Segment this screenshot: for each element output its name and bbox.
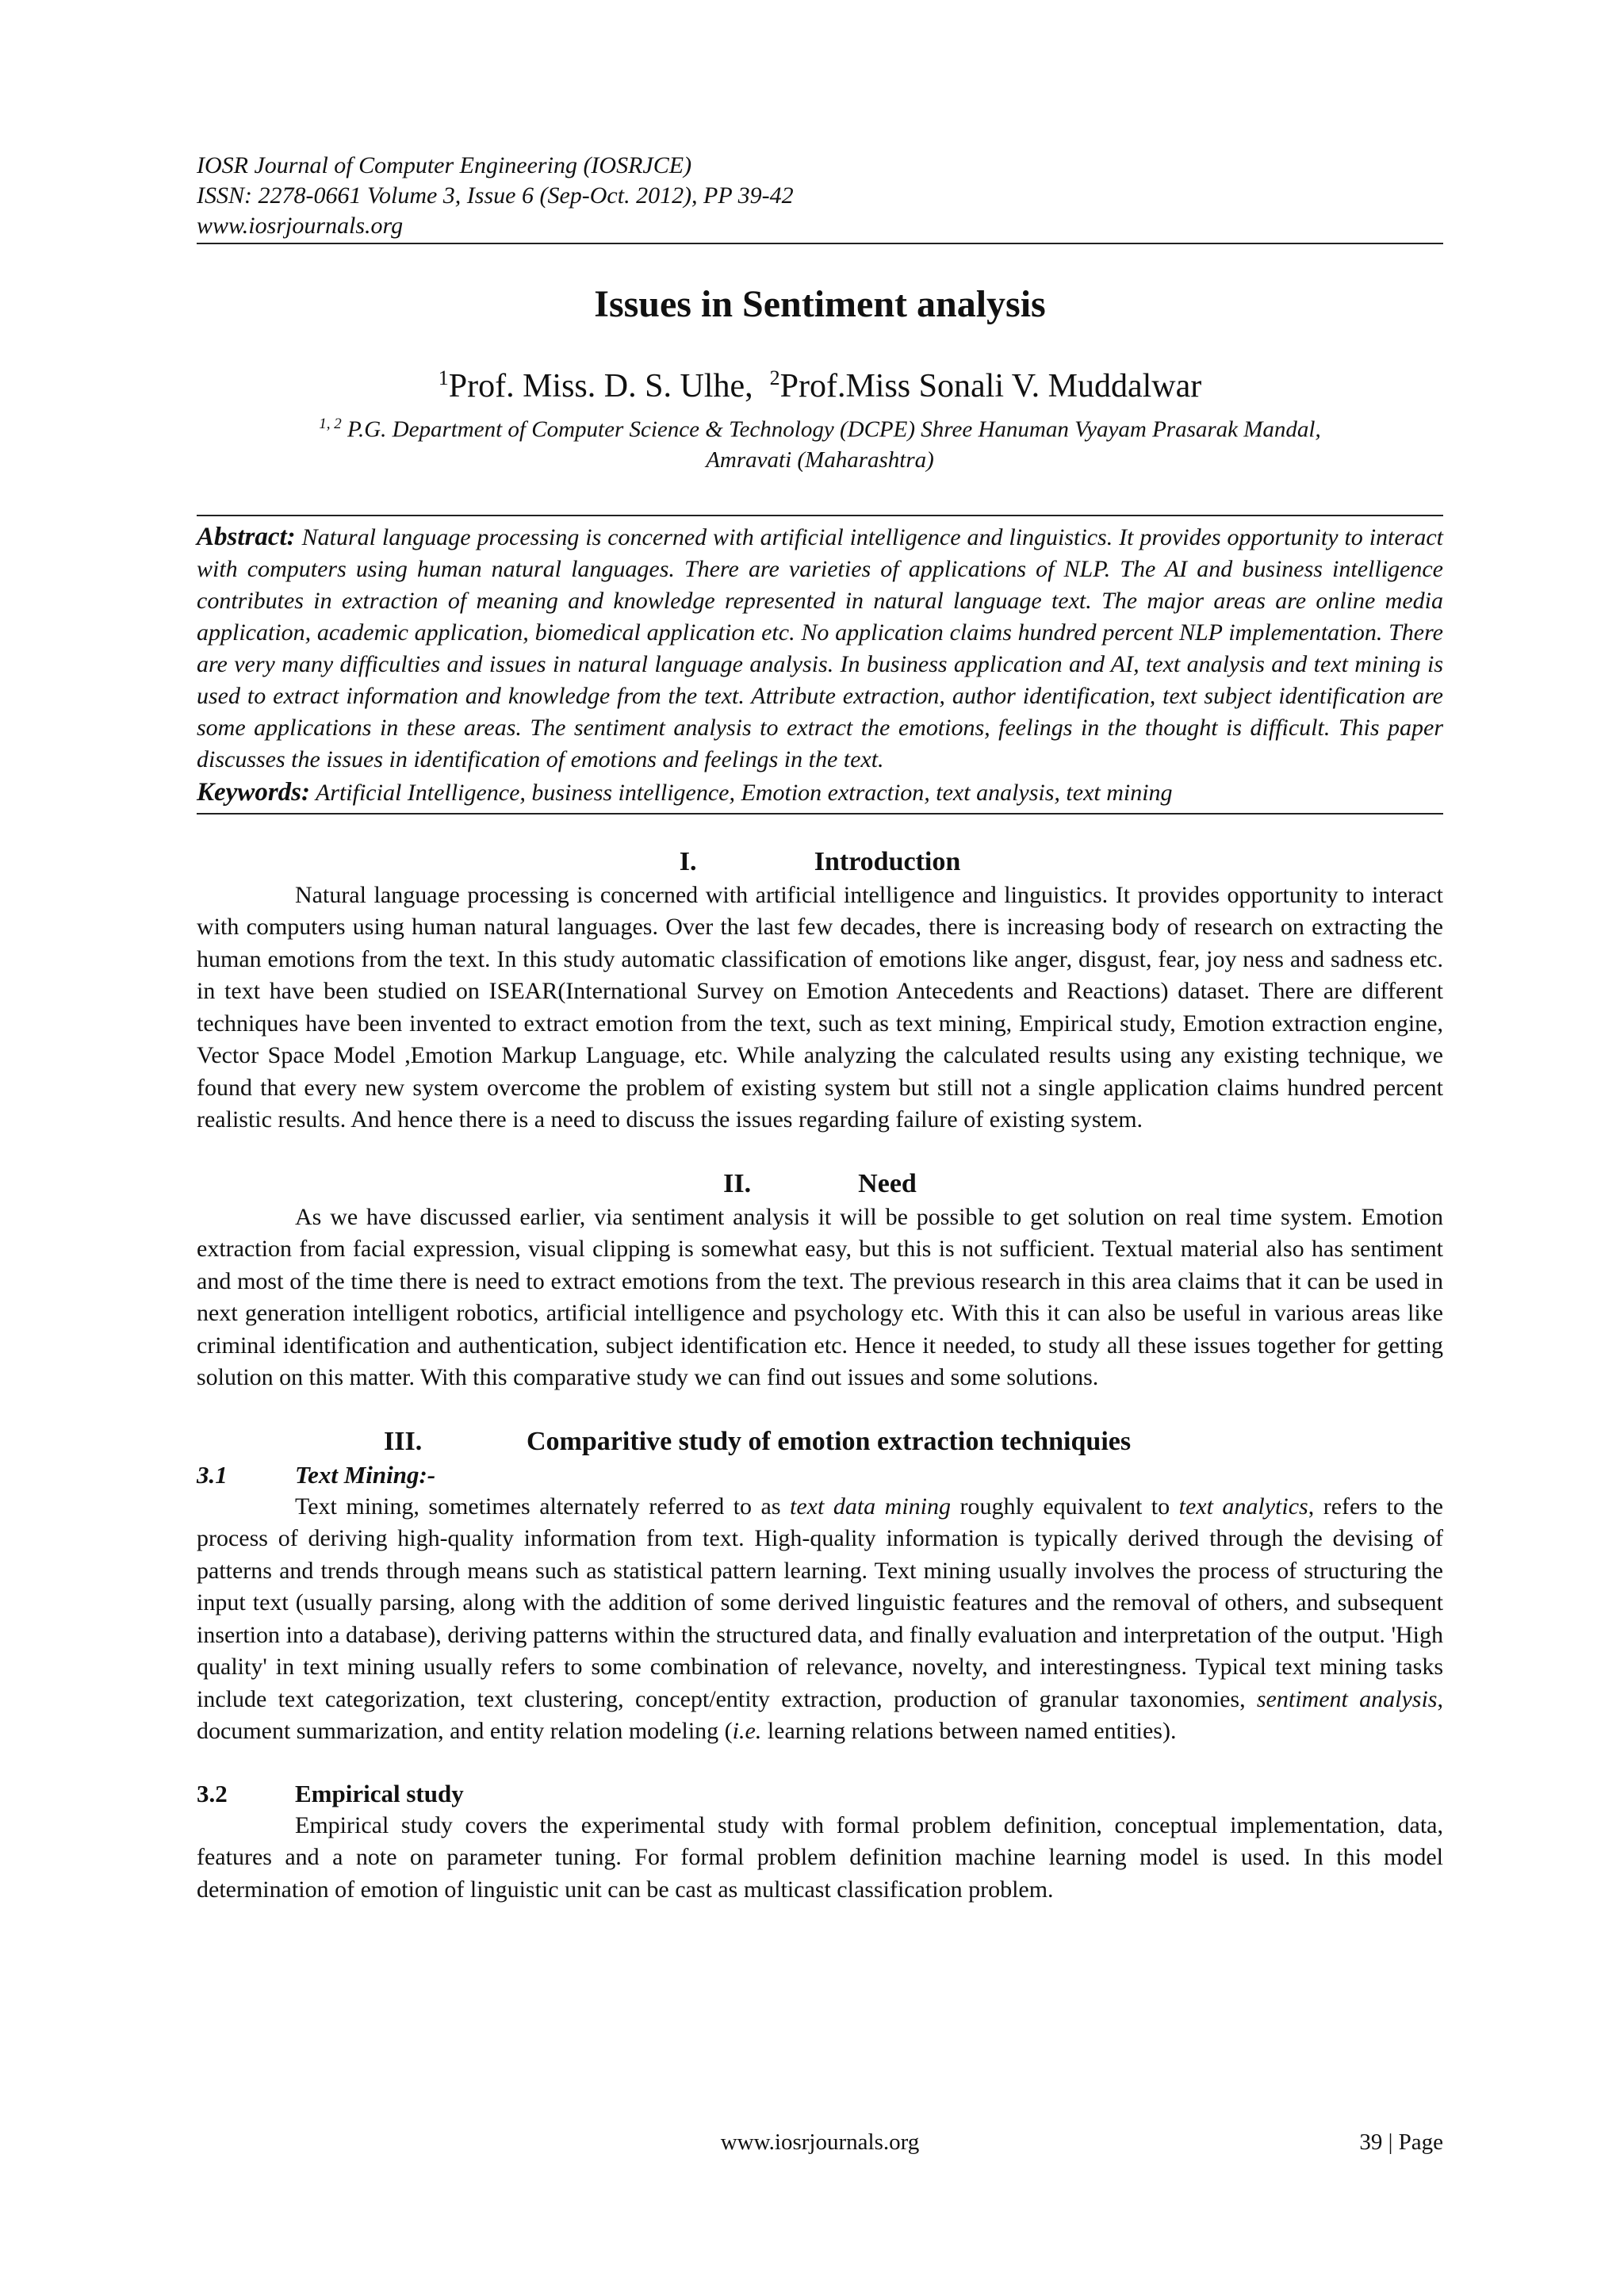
text-mining-p3: , refers to the process of deriving high-quality information from text. High-quality information is typically derived through the devising of patterns and trends through means such as statistical pattern learning. Text mining usually involves the process of structuring the input text (usually parsing, along with the addition of some derived linguistic features and the removal of others, and subsequent insertion into a database), deriving patterns within the structured data, and finally evaluation and interpretation of the output. 'High quality' in text mining usually refers to some combination of relevance, novelty, and interestingness. Typical text mining tasks include text categorization, text clustering, concept/entity extraction, production of granular taxonomies, (197, 1493, 1443, 1712)
text-mining-em4: i.e. (732, 1718, 762, 1745)
journal-header (197, 151, 1443, 244)
subsection-3-2-title: Empirical study (295, 1779, 464, 1807)
section-3-title: Comparitive study of emotion extraction techniquies (527, 1426, 1132, 1456)
keywords-label: Keywords: (197, 777, 310, 807)
journal-name: IOSR Journal of Computer Engineering (IOSRJCE) (197, 152, 692, 178)
author-line (197, 358, 1443, 406)
abstract-bottom-rule (197, 813, 1443, 815)
text-mining-em2: text analytics (1178, 1493, 1308, 1520)
section-1-heading (197, 845, 1443, 880)
section-3-number: III. (384, 1426, 423, 1456)
paper-page (197, 151, 1443, 1906)
text-mining-p1: Text mining, sometimes alternately referred to as (295, 1493, 791, 1520)
journal-website[interactable]: www.iosrjournals.org (197, 213, 404, 239)
header-rule (197, 243, 1443, 244)
section-1-title: Introduction (814, 846, 961, 876)
keywords (197, 776, 1443, 810)
affiliation-line-2: Amravati (Maharashtra) (706, 447, 934, 473)
subsection-3-2-heading (197, 1778, 1443, 1810)
text-mining-p5: learning relations between named entities). (761, 1718, 1177, 1745)
subsection-3-1-title: Text Mining:- (295, 1460, 436, 1489)
abstract-label: Abstract: (197, 522, 296, 551)
paper-title: Issues in Sentiment analysis (594, 283, 1046, 325)
footer-website[interactable]: www.iosrjournals.org (720, 2129, 920, 2155)
subsection-3-1-number: 3.1 (197, 1460, 228, 1489)
author-2: Prof.Miss Sonali V. Muddalwar (779, 368, 1202, 404)
subsection-3-1-heading (197, 1459, 1443, 1491)
keywords-text: Artificial Intelligence, business intelligence, Emotion extraction, text analysis, text mining (315, 779, 1173, 806)
subsection-3-1-text (197, 1491, 1443, 1748)
affiliation-line-1: P.G. Department of Computer Science & Technology (DCPE) Shree Hanuman Vyayam Prasarak Mandal, (347, 416, 1321, 443)
text-mining-em3: sentiment analysis (1256, 1685, 1438, 1712)
author-1-sup: 1 (438, 366, 449, 389)
text-mining-p4: , document summarization, and entity relation modeling ( (197, 1685, 1443, 1745)
abstract-text: Natural language processing is concerned with artificial intelligence and linguistics. It provides opportunity to interact with computers using human natural languages. There are varieties of applications of NLP. The AI and business intelligence contributes in extraction of meaning and knowledge represented in natural language text. The major areas are online media application, academic application, biomedical application etc. No application claims hundred percent NLP implementation. There are very many difficulties and issues in natural language analysis. In business application and AI, text analysis and text mining is used to extract information and knowledge from the text. Attribute extraction, author identification, text subject identification are some applications in these areas. The sentiment analysis to extract the emotions, feelings in the thought is difficult. This paper discusses the issues in identification of emotions and feelings in the text. (197, 523, 1444, 772)
section-3-heading (197, 1424, 1443, 1459)
author-1: Prof. Miss. D. S. Ulhe, (448, 368, 753, 404)
abstract-top-rule (197, 515, 1443, 516)
journal-issn: ISSN: 2278-0661 Volume 3, Issue 6 (Sep-Oct. 2012), PP 39-42 (197, 182, 794, 209)
subsection-3-2-number: 3.2 (197, 1779, 228, 1807)
abstract (197, 521, 1443, 776)
section-2-title: Need (858, 1168, 917, 1198)
footer-page-number: 39 | Page (1359, 2129, 1443, 2155)
section-1-number: I. (679, 846, 697, 876)
subsection-3-2-text: Empirical study covers the experimental study with formal problem definition, conceptual implementation, data, features and a note on parameter tuning. For formal problem definition machine learning model is used. In this model determination of emotion of linguistic unit can be cast as multicast classification problem. (197, 1811, 1443, 1903)
section-2-heading (197, 1167, 1443, 1202)
affiliation-sup: 1, 2 (319, 416, 342, 432)
affiliation (197, 409, 1443, 475)
section-2-text: As we have discussed earlier, via sentiment analysis it will be possible to get solution on real time system. Emotion extraction from facial expression, visual clipping is somewhat easy, but this is not sufficient. Textual material also has sentiment and most of the time there is need to extract emotions from the text. The previous research in this area claims that it can be used in next generation intelligent robotics, artificial intelligence and psychology etc. With this it can also be useful in various areas like criminal identification and authentication, subject identification etc. Hence it needed, to study all these issues together for getting solution on this matter. With this comparative study we can find out issues and some solutions. (197, 1203, 1443, 1391)
author-2-sup: 2 (769, 366, 780, 389)
section-1-text: Natural language processing is concerned with artificial intelligence and linguistics. It provides opportunity to interact with computers using human natural languages. Over the last few decades, there is increasing body of research on extracting the human emotions from the text. In this study automatic classification of emotions like anger, disgust, fear, joy ness and sadness etc. in text have been studied on ISEAR(International Survey on Emotion Antecedents and Reactions) dataset. There are different techniques have been invented to extract emotion from the text, such as text mining, Empirical study, Emotion extraction engine, Vector Space Model ,Emotion Markup Language, etc. While analyzing the calculated results using any existing technique, we found that every new system overcome the problem of existing system but still not a single application claims hundred percent realistic results. And hence there is a need to discuss the issues regarding failure of existing system. (197, 881, 1443, 1133)
text-mining-p2: roughly equivalent to (951, 1493, 1179, 1520)
text-mining-em1: text data mining (790, 1493, 951, 1520)
section-2-number: II. (723, 1168, 752, 1198)
